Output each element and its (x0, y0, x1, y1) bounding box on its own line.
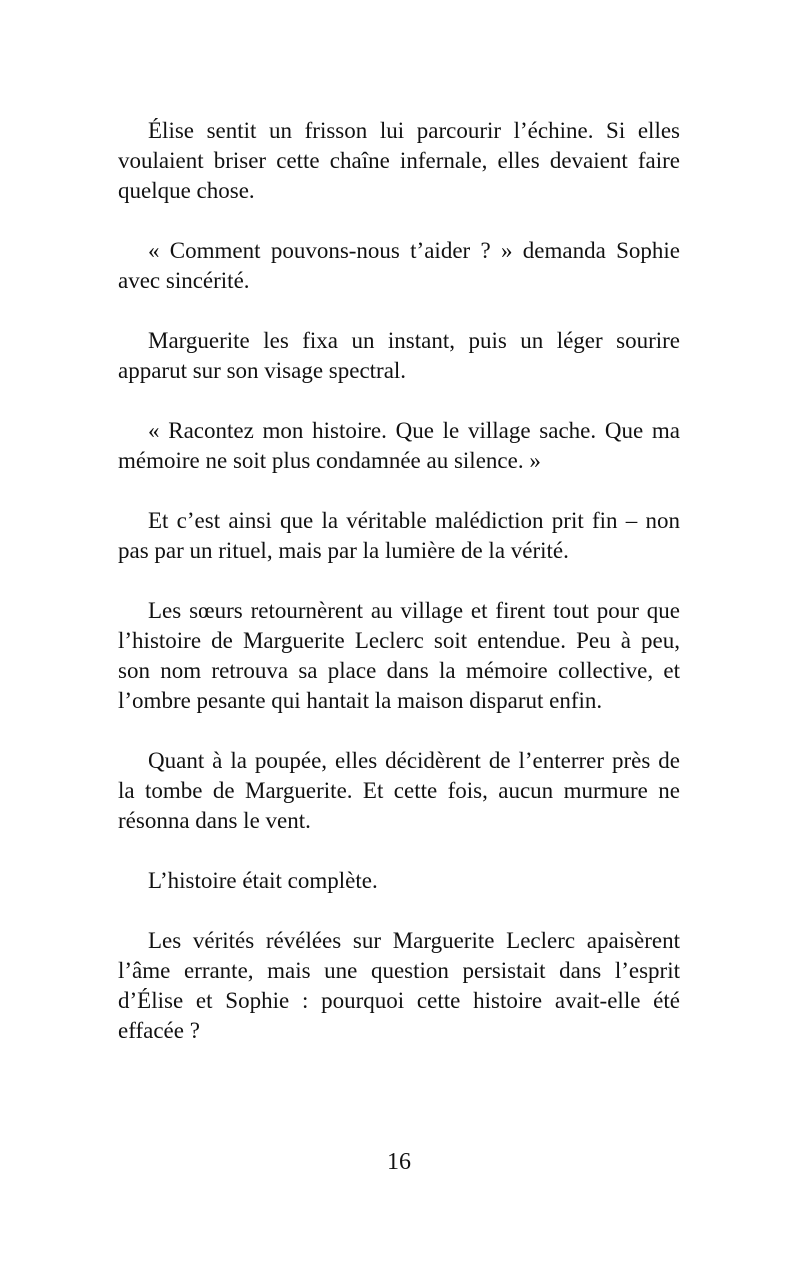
paragraph: Les vérités révélées sur Marguerite Leclerc apaisèrent l’âme errante, mais une question persistait dans l’esprit d’Élise et Sophie : pourquoi cette histoire avait-elle été effacée ? (118, 928, 680, 1043)
paragraph: L’histoire était complète. (148, 868, 378, 893)
paragraph: « Racontez mon histoire. Que le village sache. Que ma mémoire ne soit plus condamnée au silence. » (118, 418, 680, 473)
page-number: 16 (387, 1149, 411, 1175)
paragraph: Marguerite les fixa un instant, puis un léger sourire apparut sur son visage spectral. (118, 328, 680, 383)
paragraph: Les sœurs retournèrent au village et firent tout pour que l’histoire de Marguerite Leclerc soit entendue. Peu à peu, son nom retrouva sa place dans la mémoire collective, et l’ombre pesante qui hantait la maison disparut enfin. (118, 598, 680, 713)
paragraph: Quant à la poupée, elles décidèrent de l’enterrer près de la tombe de Marguerite. Et cette fois, aucun murmure ne résonna dans le vent. (118, 748, 680, 833)
paragraph: Élise sentit un frisson lui parcourir l’échine. Si elles voulaient briser cette chaîne infernale, elles devaient faire quelque chose. (118, 118, 680, 203)
paragraph: « Comment pouvons-nous t’aider ? » demanda Sophie avec sincérité. (118, 238, 680, 293)
paragraph: Et c’est ainsi que la véritable malédiction prit fin – non pas par un rituel, mais par la lumière de la vérité. (118, 508, 680, 563)
page-body (118, 116, 680, 1076)
